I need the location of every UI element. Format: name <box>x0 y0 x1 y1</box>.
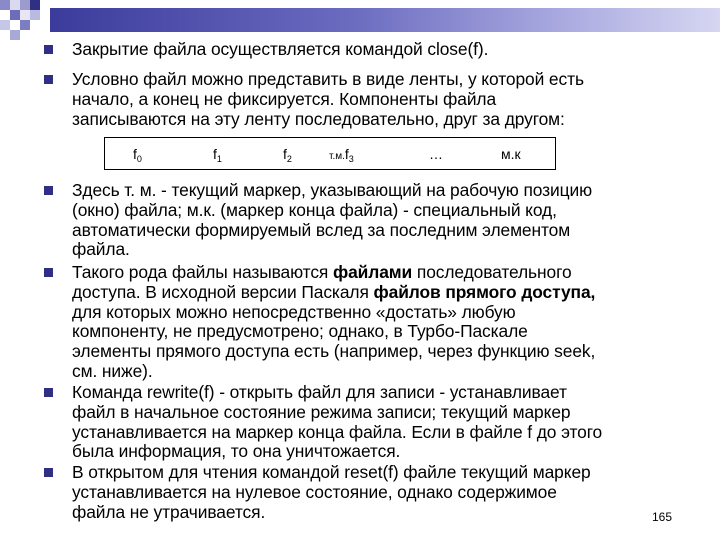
text-line: была информация, то она уничтожается. <box>72 441 401 462</box>
current-marker-label: т.м. <box>329 151 345 162</box>
deco-square <box>30 0 40 10</box>
text-run: Такого рода файлы называются <box>72 262 333 282</box>
tape-subscript: 2 <box>286 154 292 164</box>
text-line: Команда rewrite(f) - открыть файл для записи - устанавливает <box>72 382 567 402</box>
bold-term: файлов прямого доступа, <box>373 281 596 302</box>
text-line: Условно файл можно представить в виде ленты, у которой есть <box>72 69 584 89</box>
tape-subscript: 0 <box>136 154 142 164</box>
bullet-access <box>44 263 595 382</box>
tape-label: f <box>213 146 217 162</box>
deco-square <box>0 20 10 30</box>
tape-label: f <box>344 146 349 162</box>
text-line: см. ниже). <box>72 360 153 381</box>
deco-square <box>10 10 20 20</box>
deco-square <box>20 20 30 30</box>
deco-square <box>10 30 20 40</box>
bullet-close <box>44 40 488 60</box>
bullet-tape <box>44 70 584 129</box>
bold-term: файлами <box>332 262 413 282</box>
text-line: элементы прямого доступа есть (например, через функцию seek, <box>72 341 596 362</box>
text-line: файла не утрачивается. <box>72 501 266 522</box>
text-line: компоненту, не предусмотрено; однако, в Турбо-Паскале <box>72 321 528 342</box>
square-bullet-icon <box>44 468 53 477</box>
square-bullet-icon <box>44 45 53 54</box>
text-run: последовательного <box>412 262 572 282</box>
square-bullet-icon <box>44 388 53 397</box>
square-bullet-icon <box>44 268 53 277</box>
text-line: записываются на эту ленту последовательно, друг за другом: <box>72 108 565 129</box>
deco-square <box>20 0 30 10</box>
square-bullet-icon <box>44 75 53 84</box>
text-line: Закрытие файла осуществляется командой close(f). <box>72 39 489 59</box>
tape-cell-f0 <box>133 147 142 166</box>
end-marker-label: м.к <box>501 146 521 162</box>
text-line: (окно) файла; м.к. (маркер конца файла) - специальный код, <box>72 199 557 220</box>
title-band <box>50 8 720 32</box>
square-bullet-icon <box>44 186 53 195</box>
text-line: В открытом для чтения командой reset(f) файле текущий маркер <box>72 462 591 482</box>
deco-square <box>30 10 40 20</box>
text-line: для которых можно непосредственно «достать» любую <box>72 301 516 322</box>
deco-square <box>20 10 30 20</box>
tape-cell-f2 <box>283 147 292 166</box>
text-line: Здесь т. м. - текущий маркер, указывающий на рабочую позицию <box>72 180 593 200</box>
text-line: начало, а конец не фиксируется. Компоненты файла <box>72 88 497 109</box>
deco-square <box>10 0 20 10</box>
text-line: устанавливается на маркер конца файла. Если в файле f до этого <box>72 421 603 442</box>
tape-label: f <box>283 146 287 162</box>
tape-subscript: 1 <box>216 154 222 164</box>
text-line <box>72 263 595 283</box>
file-tape-diagram <box>104 137 556 170</box>
deco-square <box>0 0 10 10</box>
tape-label: f <box>133 146 137 162</box>
text-line: устанавливается на нулевое состояние, однако содержимое <box>72 481 557 502</box>
bullet-marker <box>44 181 592 260</box>
tape-cell-f1 <box>213 147 222 166</box>
text-line <box>72 283 595 303</box>
text-run: доступа. В исходной версии Паскаля <box>72 281 374 302</box>
tape-cell-f3 <box>329 147 354 166</box>
text-line: файла. <box>72 239 130 260</box>
bullet-reset <box>44 463 591 522</box>
text-line: автоматически формируемый вслед за последним элементом <box>72 219 571 240</box>
tape-cell-dots: … <box>429 146 443 162</box>
bullet-rewrite <box>44 383 602 462</box>
page-number: 165 <box>652 510 673 524</box>
text-line: файл в начальное состояние режима записи; текущий маркер <box>72 401 571 422</box>
tape-subscript: 3 <box>348 154 354 164</box>
